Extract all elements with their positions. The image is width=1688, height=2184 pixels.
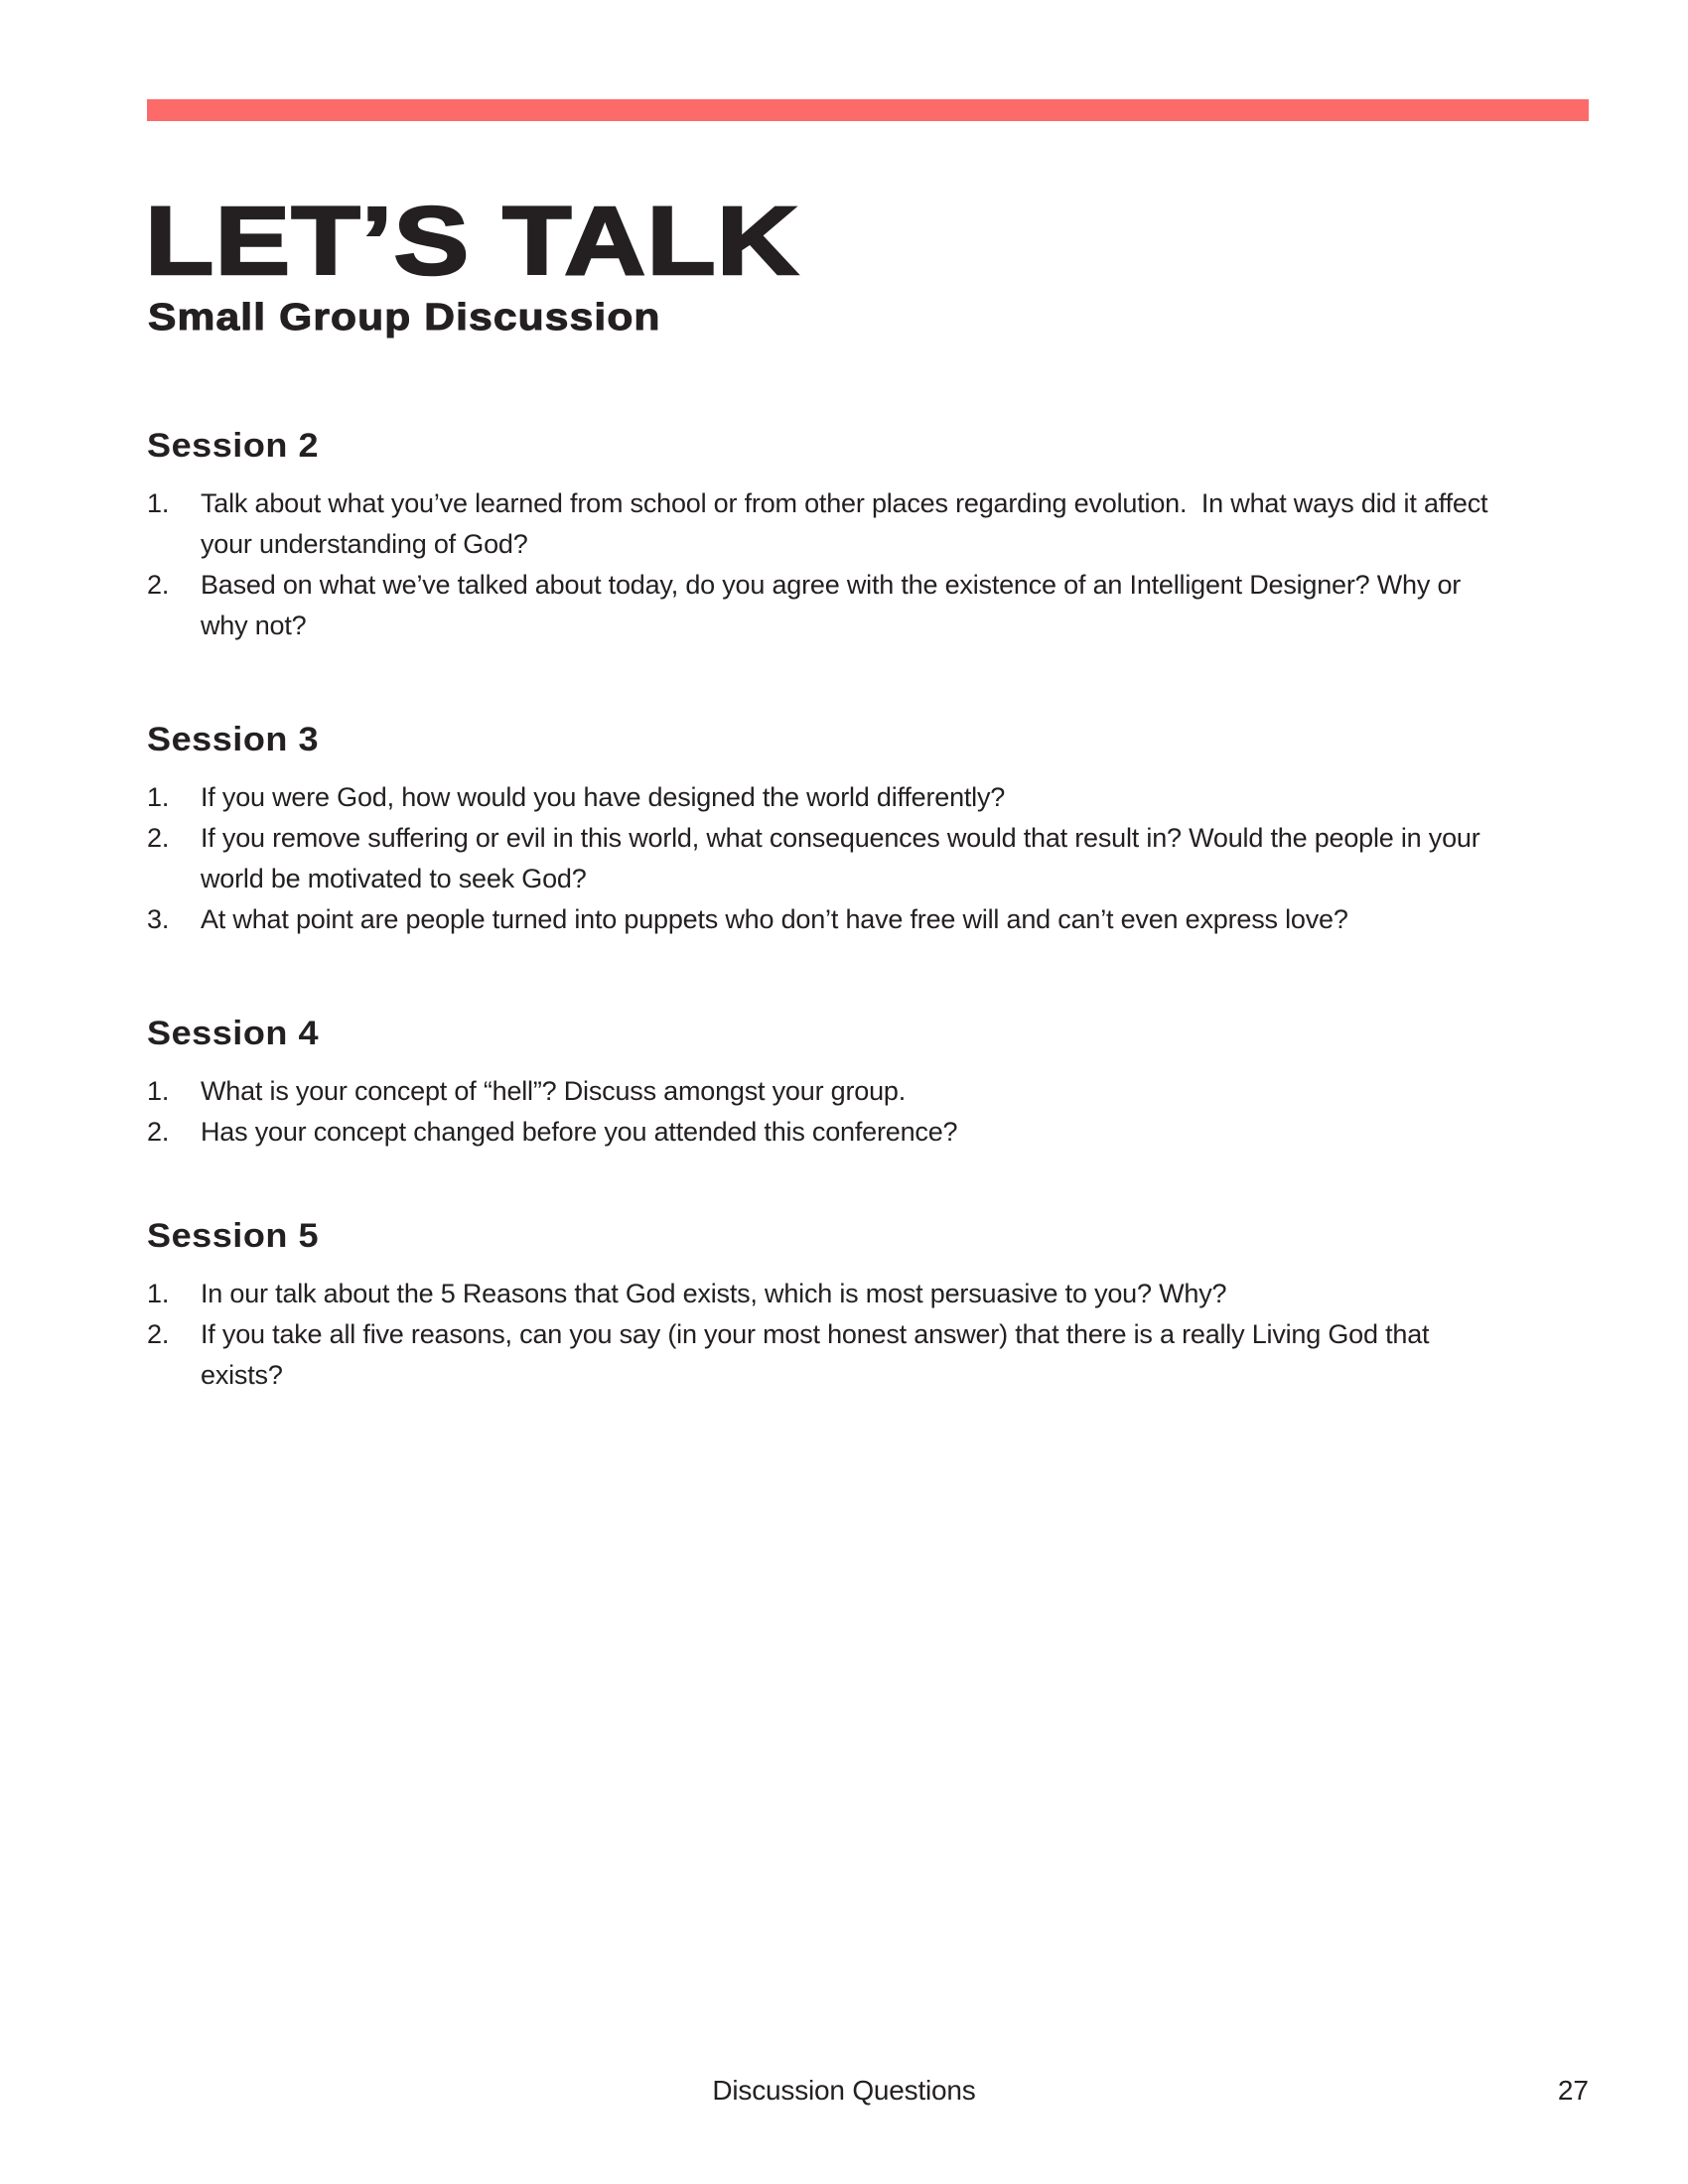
question-item: [147, 565, 1499, 646]
question-text: Based on what we’ve talked about today, do you agree with the existence of an Intelligent Designer? Why or why not?: [201, 570, 1469, 640]
question-number: 2.: [147, 823, 170, 853]
question-number: 1.: [147, 1279, 170, 1308]
question-item: [147, 1071, 1499, 1112]
question-item: [147, 777, 1499, 818]
question-text: If you were God, how would you have designed the world differently?: [201, 782, 1006, 812]
section-session-2: [147, 429, 1499, 646]
question-text: What is your concept of “hell”? Discuss amongst your group.: [201, 1076, 907, 1106]
question-text: In our talk about the 5 Reasons that God exists, which is most persuasive to you? Why?: [201, 1279, 1227, 1308]
question-list: [147, 777, 1499, 940]
section-session-5: [147, 1219, 1499, 1396]
section-session-4: [147, 1017, 1499, 1153]
section-heading: Session 3: [147, 721, 320, 758]
question-item: [147, 899, 1499, 940]
question-number: 2.: [147, 570, 170, 600]
footer-page-number: 27: [1557, 2075, 1589, 2106]
question-item: [147, 483, 1499, 565]
question-number: 1.: [147, 1076, 170, 1106]
question-text: Talk about what you’ve learned from school or from other places regarding evolution. In what ways did it affect your understanding of God?: [201, 488, 1495, 559]
question-item: [147, 1274, 1499, 1314]
accent-bar: [147, 99, 1589, 121]
section-heading: Session 5: [147, 1217, 320, 1255]
page-subtitle: Small Group Discussion: [148, 297, 661, 339]
section-heading: Session 2: [147, 427, 320, 465]
question-number: 1.: [147, 782, 170, 812]
page-title: LET’S TALK: [145, 187, 799, 295]
question-text: If you remove suffering or evil in this world, what consequences would that result in? Would the people in your world be motivated to seek God?: [201, 823, 1487, 893]
question-item: [147, 1112, 1499, 1153]
section-session-3: [147, 723, 1499, 940]
section-heading: Session 4: [147, 1015, 320, 1052]
question-item: [147, 1314, 1499, 1396]
question-text: Has your concept changed before you attended this conference?: [201, 1117, 958, 1147]
question-text: If you take all five reasons, can you say (in your most honest answer) that there is a really Living God that exists?: [201, 1319, 1437, 1390]
question-item: [147, 818, 1499, 899]
question-text: At what point are people turned into puppets who don’t have free will and can’t even express love?: [201, 904, 1348, 934]
question-number: 1.: [147, 488, 170, 518]
question-number: 2.: [147, 1117, 170, 1147]
question-list: [147, 1274, 1499, 1396]
footer-label: Discussion Questions: [712, 2075, 976, 2106]
question-number: 3.: [147, 904, 170, 934]
question-list: [147, 1071, 1499, 1153]
question-list: [147, 483, 1499, 646]
question-number: 2.: [147, 1319, 170, 1349]
